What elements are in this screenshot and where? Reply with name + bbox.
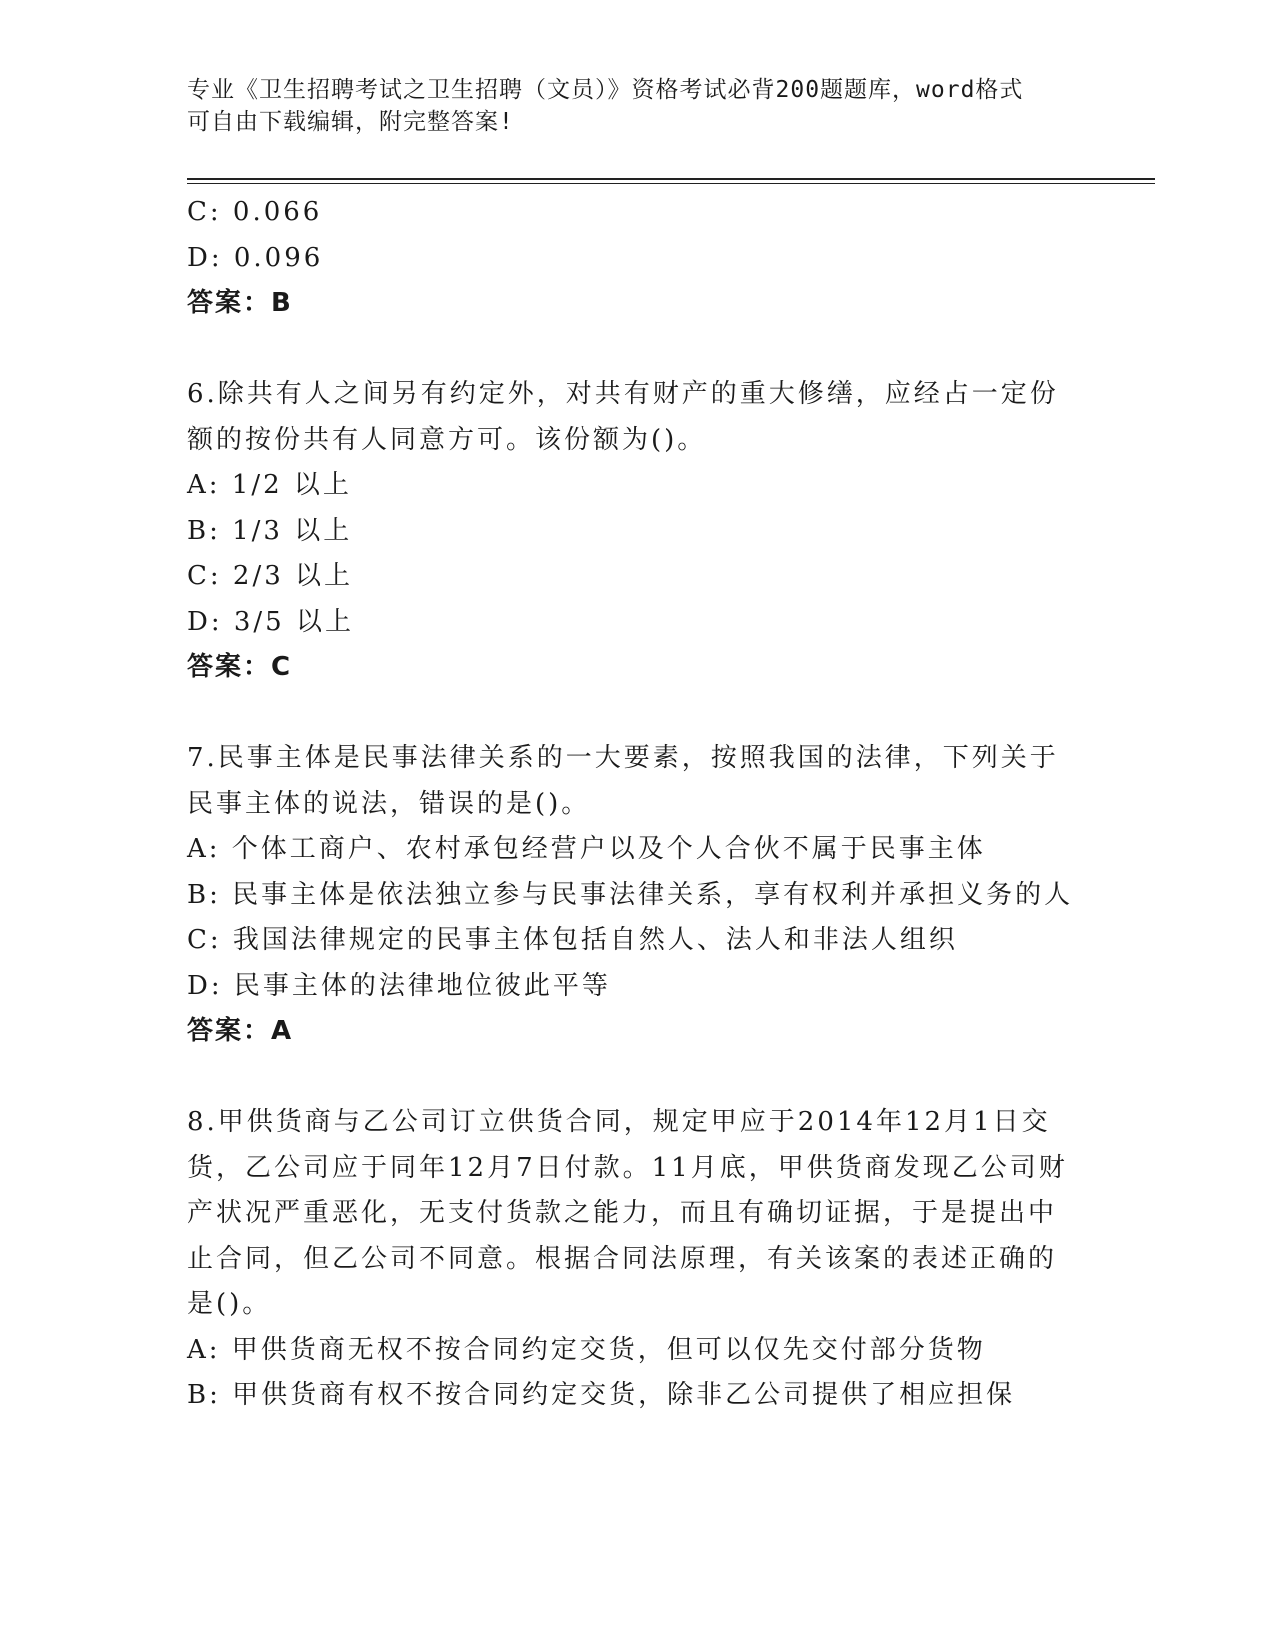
question-list	[187, 190, 1087, 1419]
question-text: 是()。	[187, 1289, 272, 1319]
option-a: A: 甲供货商无权不按合同约定交货，但可以仅先交付部分货物	[187, 1334, 986, 1365]
option-a: A: 个体工商户、农村承包经营户以及个人合伙不属于民事主体	[187, 834, 986, 864]
answer-line: 答案：A	[187, 1016, 294, 1046]
question-text: 6.除共有人之间另有约定外，对共有财产的重大修缮，应经占一定份	[187, 379, 1059, 409]
question-text: 8.甲供货商与乙公司订立供货合同，规定甲应于2014年12月1日交	[187, 1107, 1051, 1137]
option-c: C: 2/3 以上	[187, 561, 354, 591]
option-d: D: 民事主体的法律地位彼此平等	[187, 970, 611, 1001]
spacer	[187, 691, 1087, 737]
question-text: 额的按份共有人同意方可。该份额为()。	[187, 424, 707, 455]
option-c: C: 0.066	[187, 197, 323, 227]
header-line-2: 可自由下载编辑，附完整答案!	[187, 109, 514, 135]
question-text: 货，乙公司应于同年12月7日付款。11月底，甲供货商发现乙公司财	[187, 1152, 1068, 1183]
option-b: B: 1/3 以上	[187, 515, 353, 546]
spacer	[187, 1055, 1087, 1101]
document-header	[187, 74, 1077, 138]
question-7	[187, 736, 1087, 1055]
question-text: 产状况严重恶化，无支付货款之能力，而且有确切证据，于是提出中	[187, 1198, 1058, 1228]
question-text: 民事主体的说法，错误的是()。	[187, 788, 591, 819]
question-text: 7.民事主体是民事法律关系的一大要素，按照我国的法律，下列关于	[187, 743, 1059, 773]
option-d: D: 0.096	[187, 242, 324, 273]
option-c: C: 我国法律规定的民事主体包括自然人、法人和非法人组织	[187, 925, 958, 955]
header-divider-thick	[187, 178, 1155, 180]
question-text: 止合同，但乙公司不同意。根据合同法原理，有关该案的表述正确的	[187, 1243, 1058, 1274]
spacer	[187, 327, 1087, 373]
option-a: A: 1/2 以上	[187, 470, 352, 500]
header-divider-thin	[187, 183, 1155, 184]
option-d: D: 3/5 以上	[187, 606, 354, 637]
option-b: B: 民事主体是依法独立参与民事法律关系，享有权利并承担义务的人	[187, 879, 1074, 910]
question-6	[187, 372, 1087, 691]
question-8	[187, 1100, 1087, 1419]
question-5-tail	[187, 190, 1087, 327]
answer-line: 答案：C	[187, 652, 293, 682]
header-line-1: 专业《卫生招聘考试之卫生招聘（文员）》资格考试必背200题题库，word格式	[187, 77, 1024, 103]
option-b: B: 甲供货商有权不按合同约定交货，除非乙公司提供了相应担保	[187, 1380, 1016, 1410]
answer-line: 答案：B	[187, 288, 293, 318]
